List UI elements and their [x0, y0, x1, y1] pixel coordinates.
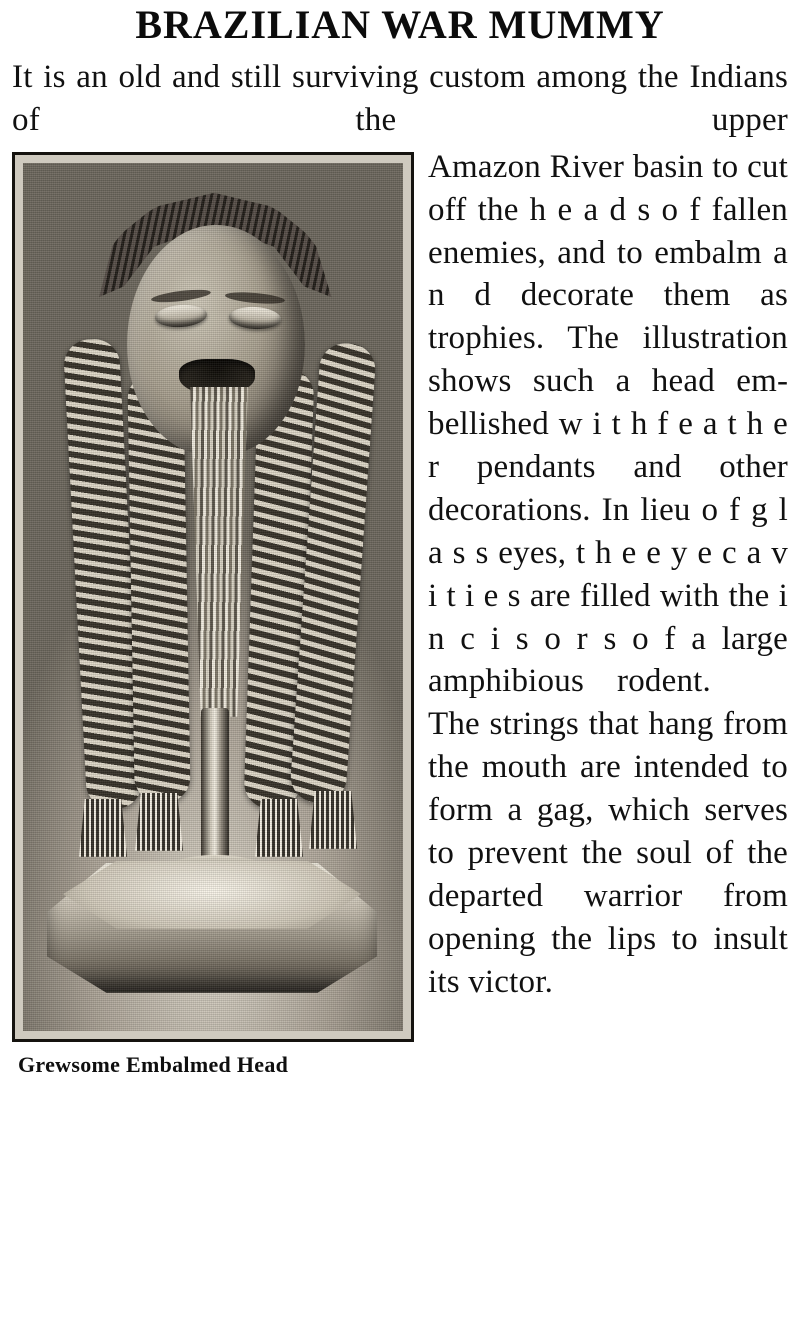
page-title: BRAZILIAN WAR MUMMY — [135, 2, 665, 47]
mouth-strings — [181, 387, 257, 717]
article-body-part2: The strings that hang from the mouth are intended to form a gag, which serves to prevent the soul of the departed warrior from opening the lips to insult its victor. — [428, 706, 788, 1000]
article-body-part1: Amazon River basin to cut off the h e a d s o f fallen enemies, and to embalm a n d decorate them as trophies. The illustration shows such a head embellished w i t h f e a t h e r pendants and other decorations. In lieu o f g l a s s eyes, t h e e y e c a v i t i e s are filled with the i n c i s o r s o f a large amphibious rodent. — [428, 148, 788, 700]
article-lede: It is an old and still surviving custom among the Indians of the upper — [12, 59, 788, 138]
figure-frame — [12, 152, 414, 1042]
article-figure — [12, 152, 414, 1078]
tassel — [255, 799, 303, 857]
tassel — [135, 793, 183, 851]
tassel — [309, 791, 357, 849]
article-body-wrap — [12, 146, 788, 1080]
tassel — [79, 799, 127, 857]
figure-caption: Grewsome Embalmed Head — [18, 1051, 289, 1077]
embalmed-head-illustration — [23, 163, 403, 1031]
stand-stem — [201, 708, 229, 868]
article-page — [0, 4, 800, 1317]
